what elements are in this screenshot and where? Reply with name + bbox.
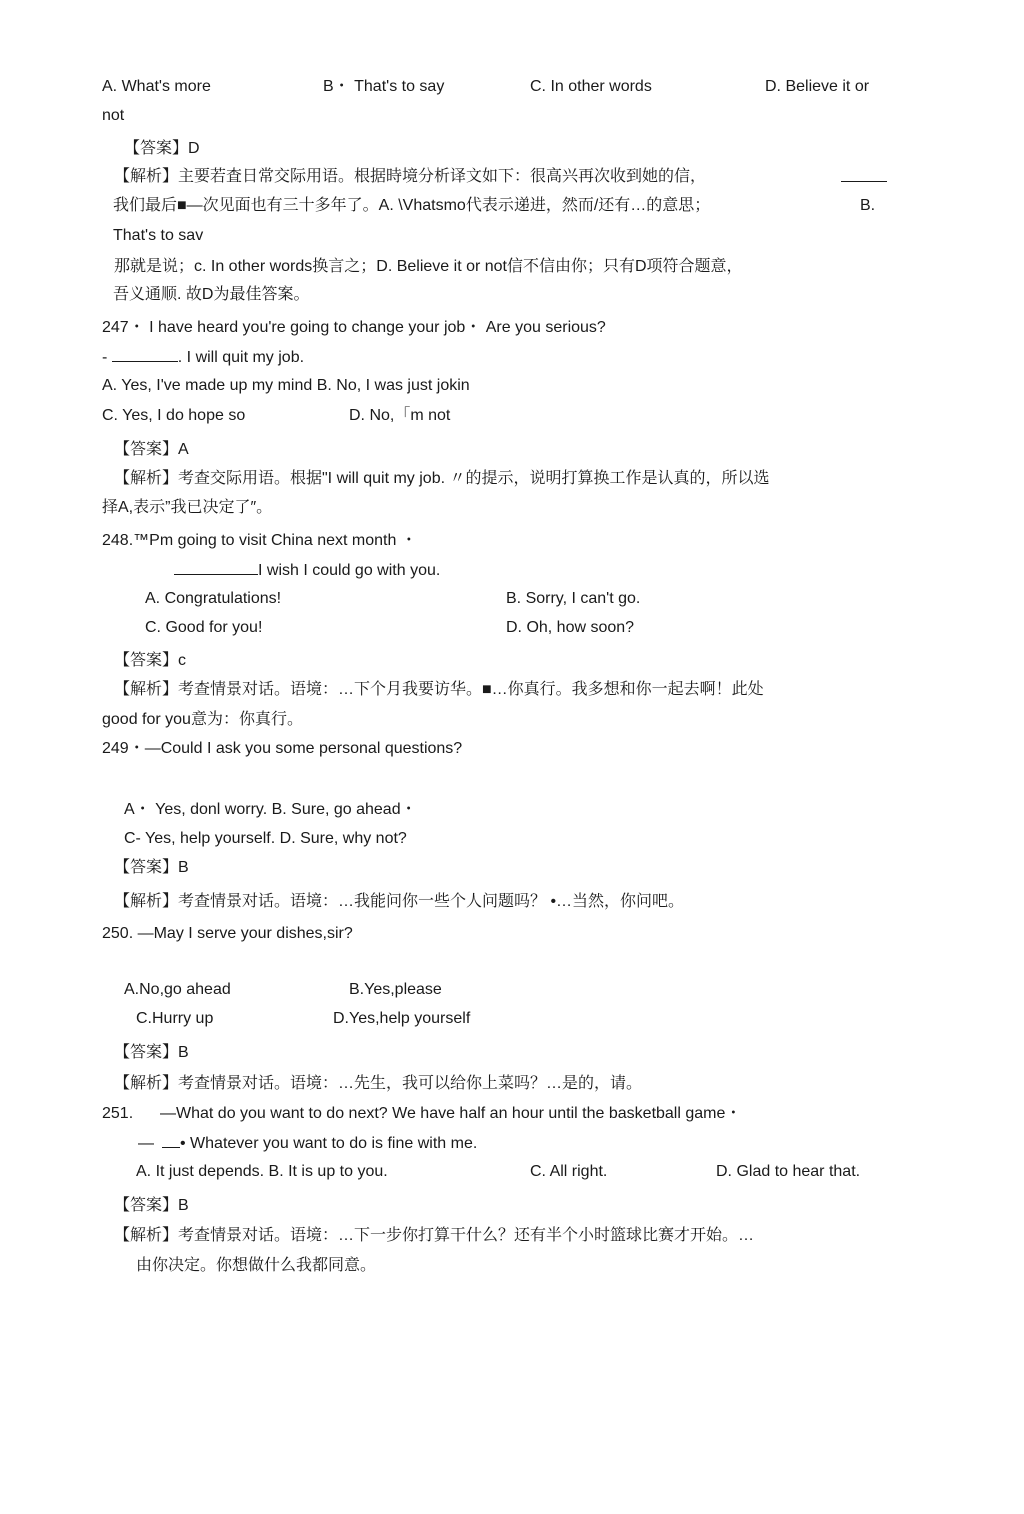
q250-analysis-line-1: 【解析】考查情景对话。语境：…先生，我可以给你上菜吗？…是的，请。 xyxy=(114,1075,643,1092)
q250-option-b: B.Yes,please xyxy=(349,981,442,998)
q251-reply-dash: — xyxy=(138,1135,154,1152)
q248-answer: 【答案】c xyxy=(114,652,187,669)
q246-analysis-line-4: 那就是说；c. In other words换言之；D. Believe it or not信不信由你；只有D项符合题意， xyxy=(114,258,743,275)
q246-analysis-underline xyxy=(841,167,887,187)
q250-stem: 250. —May I serve your dishes,sir? xyxy=(102,925,353,942)
q246-analysis-line-3: That's to sav xyxy=(113,227,204,244)
q251-options-ab: A. It just depends. B. It is up to you. xyxy=(136,1163,388,1180)
q246-option-b: B・ That's to say xyxy=(323,78,445,95)
q246-analysis-line-2-end: B. xyxy=(860,197,876,214)
q246-analysis-line-2: 我们最后■—次见面也有三十多年了。A. \Vhatsmo代表示递进，然而/还有…的意思； xyxy=(113,197,711,214)
q247-blank xyxy=(112,347,178,362)
q246-analysis-line-1: 【解析】主要若査日常交际用语。根据時境分析译文如下：很高兴再次收到她的信， xyxy=(114,168,707,185)
q248-reply-text: I wish I could go with you. xyxy=(258,562,441,579)
q249-answer: 【答案】B xyxy=(114,859,189,876)
q248-stem: 248.™Pm going to visit China next month ・ xyxy=(102,532,417,549)
q248-option-a: A. Congratulations! xyxy=(145,590,282,607)
q250-option-c: C.Hurry up xyxy=(136,1010,214,1027)
q247-reply xyxy=(102,347,304,367)
q249-options-ab: A・ Yes, donl worry. B. Sure, go ahead・ xyxy=(124,801,417,818)
q247-option-d: D. No,「m not xyxy=(349,407,451,424)
q248-option-b: B. Sorry, I can't go. xyxy=(506,590,641,607)
q247-reply-text: . I will quit my job. xyxy=(177,349,305,366)
q249-analysis-line-1: 【解析】考查情景对话。语境：…我能问你一些个人问题吗？ •…当然，你问吧。 xyxy=(114,893,685,910)
q251-number: 251. xyxy=(102,1105,134,1122)
q251-answer: 【答案】B xyxy=(114,1197,189,1214)
q246-option-d: D. Believe it or xyxy=(765,78,870,95)
q246-analysis-line-5: 吾义通顺. 故D为最佳答案。 xyxy=(113,286,310,303)
q248-option-d: D. Oh, how soon? xyxy=(506,619,635,636)
q250-option-a: A.No,go ahead xyxy=(124,981,231,998)
q248-option-c: C. Good for you! xyxy=(145,619,263,636)
q248-blank xyxy=(174,560,258,575)
q247-reply-dash: - xyxy=(102,349,112,366)
q248-analysis-line-2: good for you意为：你真行。 xyxy=(102,711,303,728)
q248-analysis-line-1: 【解析】考查情景对话。语境：…下个月我要访华。■…你真行。我多想和你一起去啊！此处 xyxy=(114,681,764,698)
q246-answer: 【答案】D xyxy=(124,140,200,157)
q246-option-d-continued: not xyxy=(102,107,125,124)
q251-option-c: C. All right. xyxy=(530,1163,608,1180)
q251-option-d: D. Glad to hear that. xyxy=(716,1163,861,1180)
q246-option-a: A. What's more xyxy=(102,78,211,95)
q251-blank xyxy=(162,1133,180,1148)
q249-options-cd: C- Yes, help yourself. D. Sure, why not? xyxy=(124,830,407,847)
q247-option-c: C. Yes, I do hope so xyxy=(102,407,246,424)
q248-reply xyxy=(174,560,440,580)
q251-reply-text: • Whatever you want to do is fine with me. xyxy=(180,1135,478,1152)
q250-option-d: D.Yes,help yourself xyxy=(333,1010,471,1027)
q247-stem: 247・ I have heard you're going to change your job・ Are you serious? xyxy=(102,319,606,336)
q247-answer: 【答案】A xyxy=(114,441,189,458)
q249-stem: 249・—Could I ask you some personal questions? xyxy=(102,740,463,757)
q251-analysis-line-2: 由你决定。你想做什么我都同意。 xyxy=(136,1257,377,1274)
q247-analysis-line-1: 【解析】考查交际用语。根据"I will quit my job. 〃的提示，说明打算换工作是认真的，所以选 xyxy=(114,470,770,487)
q247-options-ab: A. Yes, I've made up my mind B. No, I was just jokin xyxy=(102,377,470,394)
q250-answer: 【答案】B xyxy=(114,1044,189,1061)
q246-option-c: C. In other words xyxy=(530,78,652,95)
q251-stem: —What do you want to do next? We have half an hour until the basketball game・ xyxy=(160,1105,742,1122)
q251-reply xyxy=(138,1133,477,1153)
q251-analysis-line-1: 【解析】考查情景对话。语境：…下一步你打算干什么？还有半个小时篮球比赛才开始。… xyxy=(114,1227,755,1244)
q247-analysis-line-2: 择A,表示”我已决定了″。 xyxy=(102,499,273,516)
